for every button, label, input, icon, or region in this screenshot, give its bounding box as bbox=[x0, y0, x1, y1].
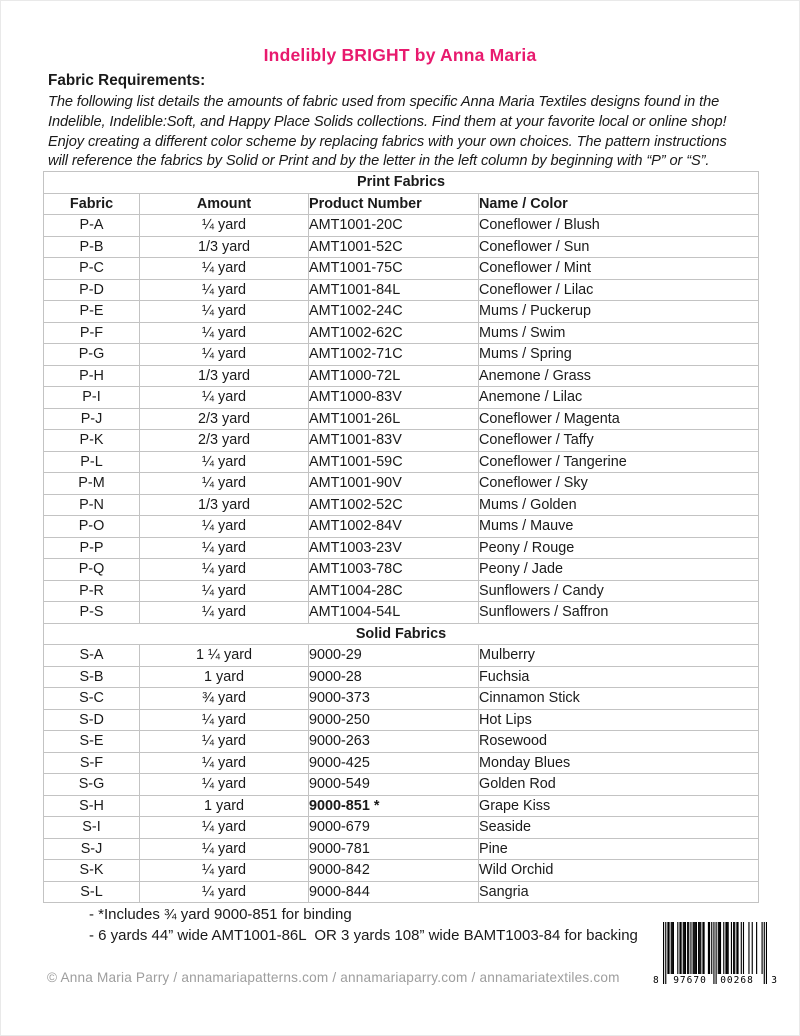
cell-name: Grape Kiss bbox=[479, 795, 759, 817]
table-row bbox=[44, 709, 759, 731]
cell-product: 9000-549 bbox=[309, 774, 479, 796]
cell-amount: ¼ yard bbox=[140, 709, 309, 731]
table-row bbox=[44, 516, 759, 538]
cell-name: Monday Blues bbox=[479, 752, 759, 774]
cell-product: AMT1001-84L bbox=[309, 279, 479, 301]
cell-name: Anemone / Lilac bbox=[479, 387, 759, 409]
column-header: Name / Color bbox=[479, 193, 759, 215]
section-title: Solid Fabrics bbox=[44, 623, 759, 645]
cell-product: AMT1001-59C bbox=[309, 451, 479, 473]
cell-fabric: S-F bbox=[44, 752, 140, 774]
cell-product: AMT1002-62C bbox=[309, 322, 479, 344]
section-title-row bbox=[44, 623, 759, 645]
cell-product: 9000-263 bbox=[309, 731, 479, 753]
cell-fabric: S-C bbox=[44, 688, 140, 710]
cell-amount: ¼ yard bbox=[140, 215, 309, 237]
cell-product: AMT1001-26L bbox=[309, 408, 479, 430]
table-row bbox=[44, 731, 759, 753]
cell-name: Coneflower / Taffy bbox=[479, 430, 759, 452]
barcode-group1: 97670 bbox=[670, 975, 710, 986]
cell-fabric: S-K bbox=[44, 860, 140, 882]
cell-product: 9000-425 bbox=[309, 752, 479, 774]
intro-line: will reference the fabrics by Solid or Print and by the letter in the left column by beginning with “P” or “S”. bbox=[48, 153, 710, 170]
cell-product: 9000-781 bbox=[309, 838, 479, 860]
table-row bbox=[44, 473, 759, 495]
cell-name: Coneflower / Lilac bbox=[479, 279, 759, 301]
table-row bbox=[44, 817, 759, 839]
cell-amount: 1/3 yard bbox=[140, 236, 309, 258]
cell-amount: 2/3 yard bbox=[140, 408, 309, 430]
cell-amount: 2/3 yard bbox=[140, 430, 309, 452]
cell-product: AMT1001-52C bbox=[309, 236, 479, 258]
cell-amount: ¼ yard bbox=[140, 258, 309, 280]
copyright-footer: © Anna Maria Parry / annamariapatterns.com / annamariaparry.com / annamariatextiles.com bbox=[47, 970, 620, 985]
cell-amount: ¼ yard bbox=[140, 580, 309, 602]
cell-amount: ¼ yard bbox=[140, 860, 309, 882]
cell-fabric: P-O bbox=[44, 516, 140, 538]
cell-fabric: S-L bbox=[44, 881, 140, 903]
cell-product: AMT1001-20C bbox=[309, 215, 479, 237]
cell-product: AMT1001-90V bbox=[309, 473, 479, 495]
footnote-backing: - 6 yards 44” wide AMT1001-86L OR 3 yards 108” wide BAMT1003-84 for backing bbox=[89, 927, 638, 944]
cell-amount: ¼ yard bbox=[140, 537, 309, 559]
cell-name: Coneflower / Magenta bbox=[479, 408, 759, 430]
table-row bbox=[44, 860, 759, 882]
cell-fabric: P-M bbox=[44, 473, 140, 495]
barcode-left-digit: 8 bbox=[653, 975, 659, 986]
cell-fabric: P-L bbox=[44, 451, 140, 473]
intro-line: Enjoy creating a different color scheme by replacing fabrics with your own choices. The pattern instructions bbox=[48, 133, 727, 150]
cell-amount: ¼ yard bbox=[140, 731, 309, 753]
column-header: Fabric bbox=[44, 193, 140, 215]
cell-amount: ¼ yard bbox=[140, 451, 309, 473]
cell-product: AMT1002-24C bbox=[309, 301, 479, 323]
cell-product: AMT1000-72L bbox=[309, 365, 479, 387]
cell-fabric: S-G bbox=[44, 774, 140, 796]
table-row bbox=[44, 645, 759, 667]
table-row bbox=[44, 666, 759, 688]
cell-amount: ¼ yard bbox=[140, 559, 309, 581]
cell-product: 9000-28 bbox=[309, 666, 479, 688]
table-row bbox=[44, 408, 759, 430]
cell-name: Wild Orchid bbox=[479, 860, 759, 882]
cell-amount: ¼ yard bbox=[140, 387, 309, 409]
cell-fabric: P-S bbox=[44, 602, 140, 624]
cell-amount: 1/3 yard bbox=[140, 365, 309, 387]
cell-fabric: P-B bbox=[44, 236, 140, 258]
table-row bbox=[44, 752, 759, 774]
table-row bbox=[44, 580, 759, 602]
cell-product: 9000-851 * bbox=[309, 795, 479, 817]
cell-fabric: P-N bbox=[44, 494, 140, 516]
page-title: Indelibly BRIGHT by Anna Maria bbox=[263, 45, 537, 65]
table-row bbox=[44, 838, 759, 860]
cell-name: Peony / Rouge bbox=[479, 537, 759, 559]
cell-name: Coneflower / Blush bbox=[479, 215, 759, 237]
table-row bbox=[44, 795, 759, 817]
cell-product: AMT1003-23V bbox=[309, 537, 479, 559]
cell-product: 9000-29 bbox=[309, 645, 479, 667]
footnote-binding: - *Includes ¾ yard 9000-851 for binding bbox=[89, 906, 352, 923]
cell-fabric: P-P bbox=[44, 537, 140, 559]
cell-amount: ¼ yard bbox=[140, 602, 309, 624]
barcode bbox=[653, 922, 777, 986]
table-row bbox=[44, 258, 759, 280]
cell-product: AMT1001-75C bbox=[309, 258, 479, 280]
cell-amount: ¼ yard bbox=[140, 774, 309, 796]
cell-name: Seaside bbox=[479, 817, 759, 839]
cell-fabric: P-R bbox=[44, 580, 140, 602]
cell-fabric: S-I bbox=[44, 817, 140, 839]
column-header: Amount bbox=[140, 193, 309, 215]
cell-amount: 1 yard bbox=[140, 666, 309, 688]
cell-amount: ¼ yard bbox=[140, 279, 309, 301]
cell-fabric: S-J bbox=[44, 838, 140, 860]
cell-amount: ¼ yard bbox=[140, 516, 309, 538]
table-row bbox=[44, 881, 759, 903]
table-row bbox=[44, 451, 759, 473]
cell-fabric: P-F bbox=[44, 322, 140, 344]
table-row bbox=[44, 774, 759, 796]
cell-name: Mums / Spring bbox=[479, 344, 759, 366]
cell-name: Pine bbox=[479, 838, 759, 860]
cell-amount: 1/3 yard bbox=[140, 494, 309, 516]
cell-fabric: P-G bbox=[44, 344, 140, 366]
table-row bbox=[44, 688, 759, 710]
cell-product: AMT1002-71C bbox=[309, 344, 479, 366]
cell-fabric: P-Q bbox=[44, 559, 140, 581]
cell-name: Mums / Golden bbox=[479, 494, 759, 516]
cell-fabric: S-B bbox=[44, 666, 140, 688]
intro-paragraph bbox=[48, 93, 727, 172]
cell-name: Sunflowers / Candy bbox=[479, 580, 759, 602]
cell-product: 9000-250 bbox=[309, 709, 479, 731]
cell-amount: ¼ yard bbox=[140, 881, 309, 903]
section-title-row bbox=[44, 172, 759, 194]
cell-product: AMT1004-28C bbox=[309, 580, 479, 602]
cell-amount: ¼ yard bbox=[140, 473, 309, 495]
cell-name: Mums / Swim bbox=[479, 322, 759, 344]
cell-name: Coneflower / Sky bbox=[479, 473, 759, 495]
cell-name: Coneflower / Mint bbox=[479, 258, 759, 280]
cell-amount: ¼ yard bbox=[140, 344, 309, 366]
cell-name: Mums / Mauve bbox=[479, 516, 759, 538]
cell-fabric: P-E bbox=[44, 301, 140, 323]
table-row bbox=[44, 602, 759, 624]
cell-fabric: P-I bbox=[44, 387, 140, 409]
cell-fabric: P-J bbox=[44, 408, 140, 430]
table-row bbox=[44, 344, 759, 366]
cell-amount: ¼ yard bbox=[140, 752, 309, 774]
table-row bbox=[44, 236, 759, 258]
cell-fabric: S-H bbox=[44, 795, 140, 817]
cell-name: Coneflower / Tangerine bbox=[479, 451, 759, 473]
cell-product: 9000-373 bbox=[309, 688, 479, 710]
cell-fabric: P-D bbox=[44, 279, 140, 301]
cell-product: AMT1001-83V bbox=[309, 430, 479, 452]
fabric-requirements-heading: Fabric Requirements: bbox=[48, 72, 206, 89]
cell-name: Anemone / Grass bbox=[479, 365, 759, 387]
cell-amount: ¼ yard bbox=[140, 838, 309, 860]
cell-name: Golden Rod bbox=[479, 774, 759, 796]
table-row bbox=[44, 430, 759, 452]
column-header-row bbox=[44, 193, 759, 215]
cell-amount: ¾ yard bbox=[140, 688, 309, 710]
footnotes bbox=[89, 904, 638, 946]
cell-fabric: S-E bbox=[44, 731, 140, 753]
barcode-group2: 00268 bbox=[717, 975, 757, 986]
section-title: Print Fabrics bbox=[44, 172, 759, 194]
cell-fabric: P-K bbox=[44, 430, 140, 452]
intro-line: The following list details the amounts of fabric used from specific Anna Maria Textiles designs found in the bbox=[48, 94, 720, 110]
cell-product: 9000-844 bbox=[309, 881, 479, 903]
table-row bbox=[44, 301, 759, 323]
cell-product: AMT1004-54L bbox=[309, 602, 479, 624]
cell-product: 9000-679 bbox=[309, 817, 479, 839]
cell-name: Sangria bbox=[479, 881, 759, 903]
fabric-table-body bbox=[44, 172, 759, 903]
cell-name: Rosewood bbox=[479, 731, 759, 753]
table-row bbox=[44, 365, 759, 387]
cell-product: AMT1000-83V bbox=[309, 387, 479, 409]
cell-fabric: S-D bbox=[44, 709, 140, 731]
table-row bbox=[44, 279, 759, 301]
intro-line: Indelible, Indelible:Soft, and Happy Place Solids collections. Find them at your favorite local or online shop! bbox=[48, 113, 727, 130]
cell-product: AMT1003-78C bbox=[309, 559, 479, 581]
cell-name: Mums / Puckerup bbox=[479, 301, 759, 323]
cell-amount: ¼ yard bbox=[140, 817, 309, 839]
cell-name: Hot Lips bbox=[479, 709, 759, 731]
cell-name: Mulberry bbox=[479, 645, 759, 667]
cell-name: Coneflower / Sun bbox=[479, 236, 759, 258]
cell-amount: 1 yard bbox=[140, 795, 309, 817]
cell-product: 9000-842 bbox=[309, 860, 479, 882]
column-header: Product Number bbox=[309, 193, 479, 215]
table-row bbox=[44, 322, 759, 344]
cell-amount: 1 ¼ yard bbox=[140, 645, 309, 667]
cell-amount: ¼ yard bbox=[140, 301, 309, 323]
barcode-right-digit: 3 bbox=[771, 975, 777, 986]
cell-amount: ¼ yard bbox=[140, 322, 309, 344]
cell-name: Cinnamon Stick bbox=[479, 688, 759, 710]
cell-product: AMT1002-52C bbox=[309, 494, 479, 516]
table-row bbox=[44, 537, 759, 559]
table-row bbox=[44, 494, 759, 516]
table-row bbox=[44, 559, 759, 581]
cell-product: AMT1002-84V bbox=[309, 516, 479, 538]
cell-name: Peony / Jade bbox=[479, 559, 759, 581]
table-row bbox=[44, 215, 759, 237]
cell-fabric: S-A bbox=[44, 645, 140, 667]
cell-name: Sunflowers / Saffron bbox=[479, 602, 759, 624]
fabric-table bbox=[43, 171, 759, 903]
cell-name: Fuchsia bbox=[479, 666, 759, 688]
table-row bbox=[44, 387, 759, 409]
cell-fabric: P-C bbox=[44, 258, 140, 280]
cell-fabric: P-A bbox=[44, 215, 140, 237]
cell-fabric: P-H bbox=[44, 365, 140, 387]
